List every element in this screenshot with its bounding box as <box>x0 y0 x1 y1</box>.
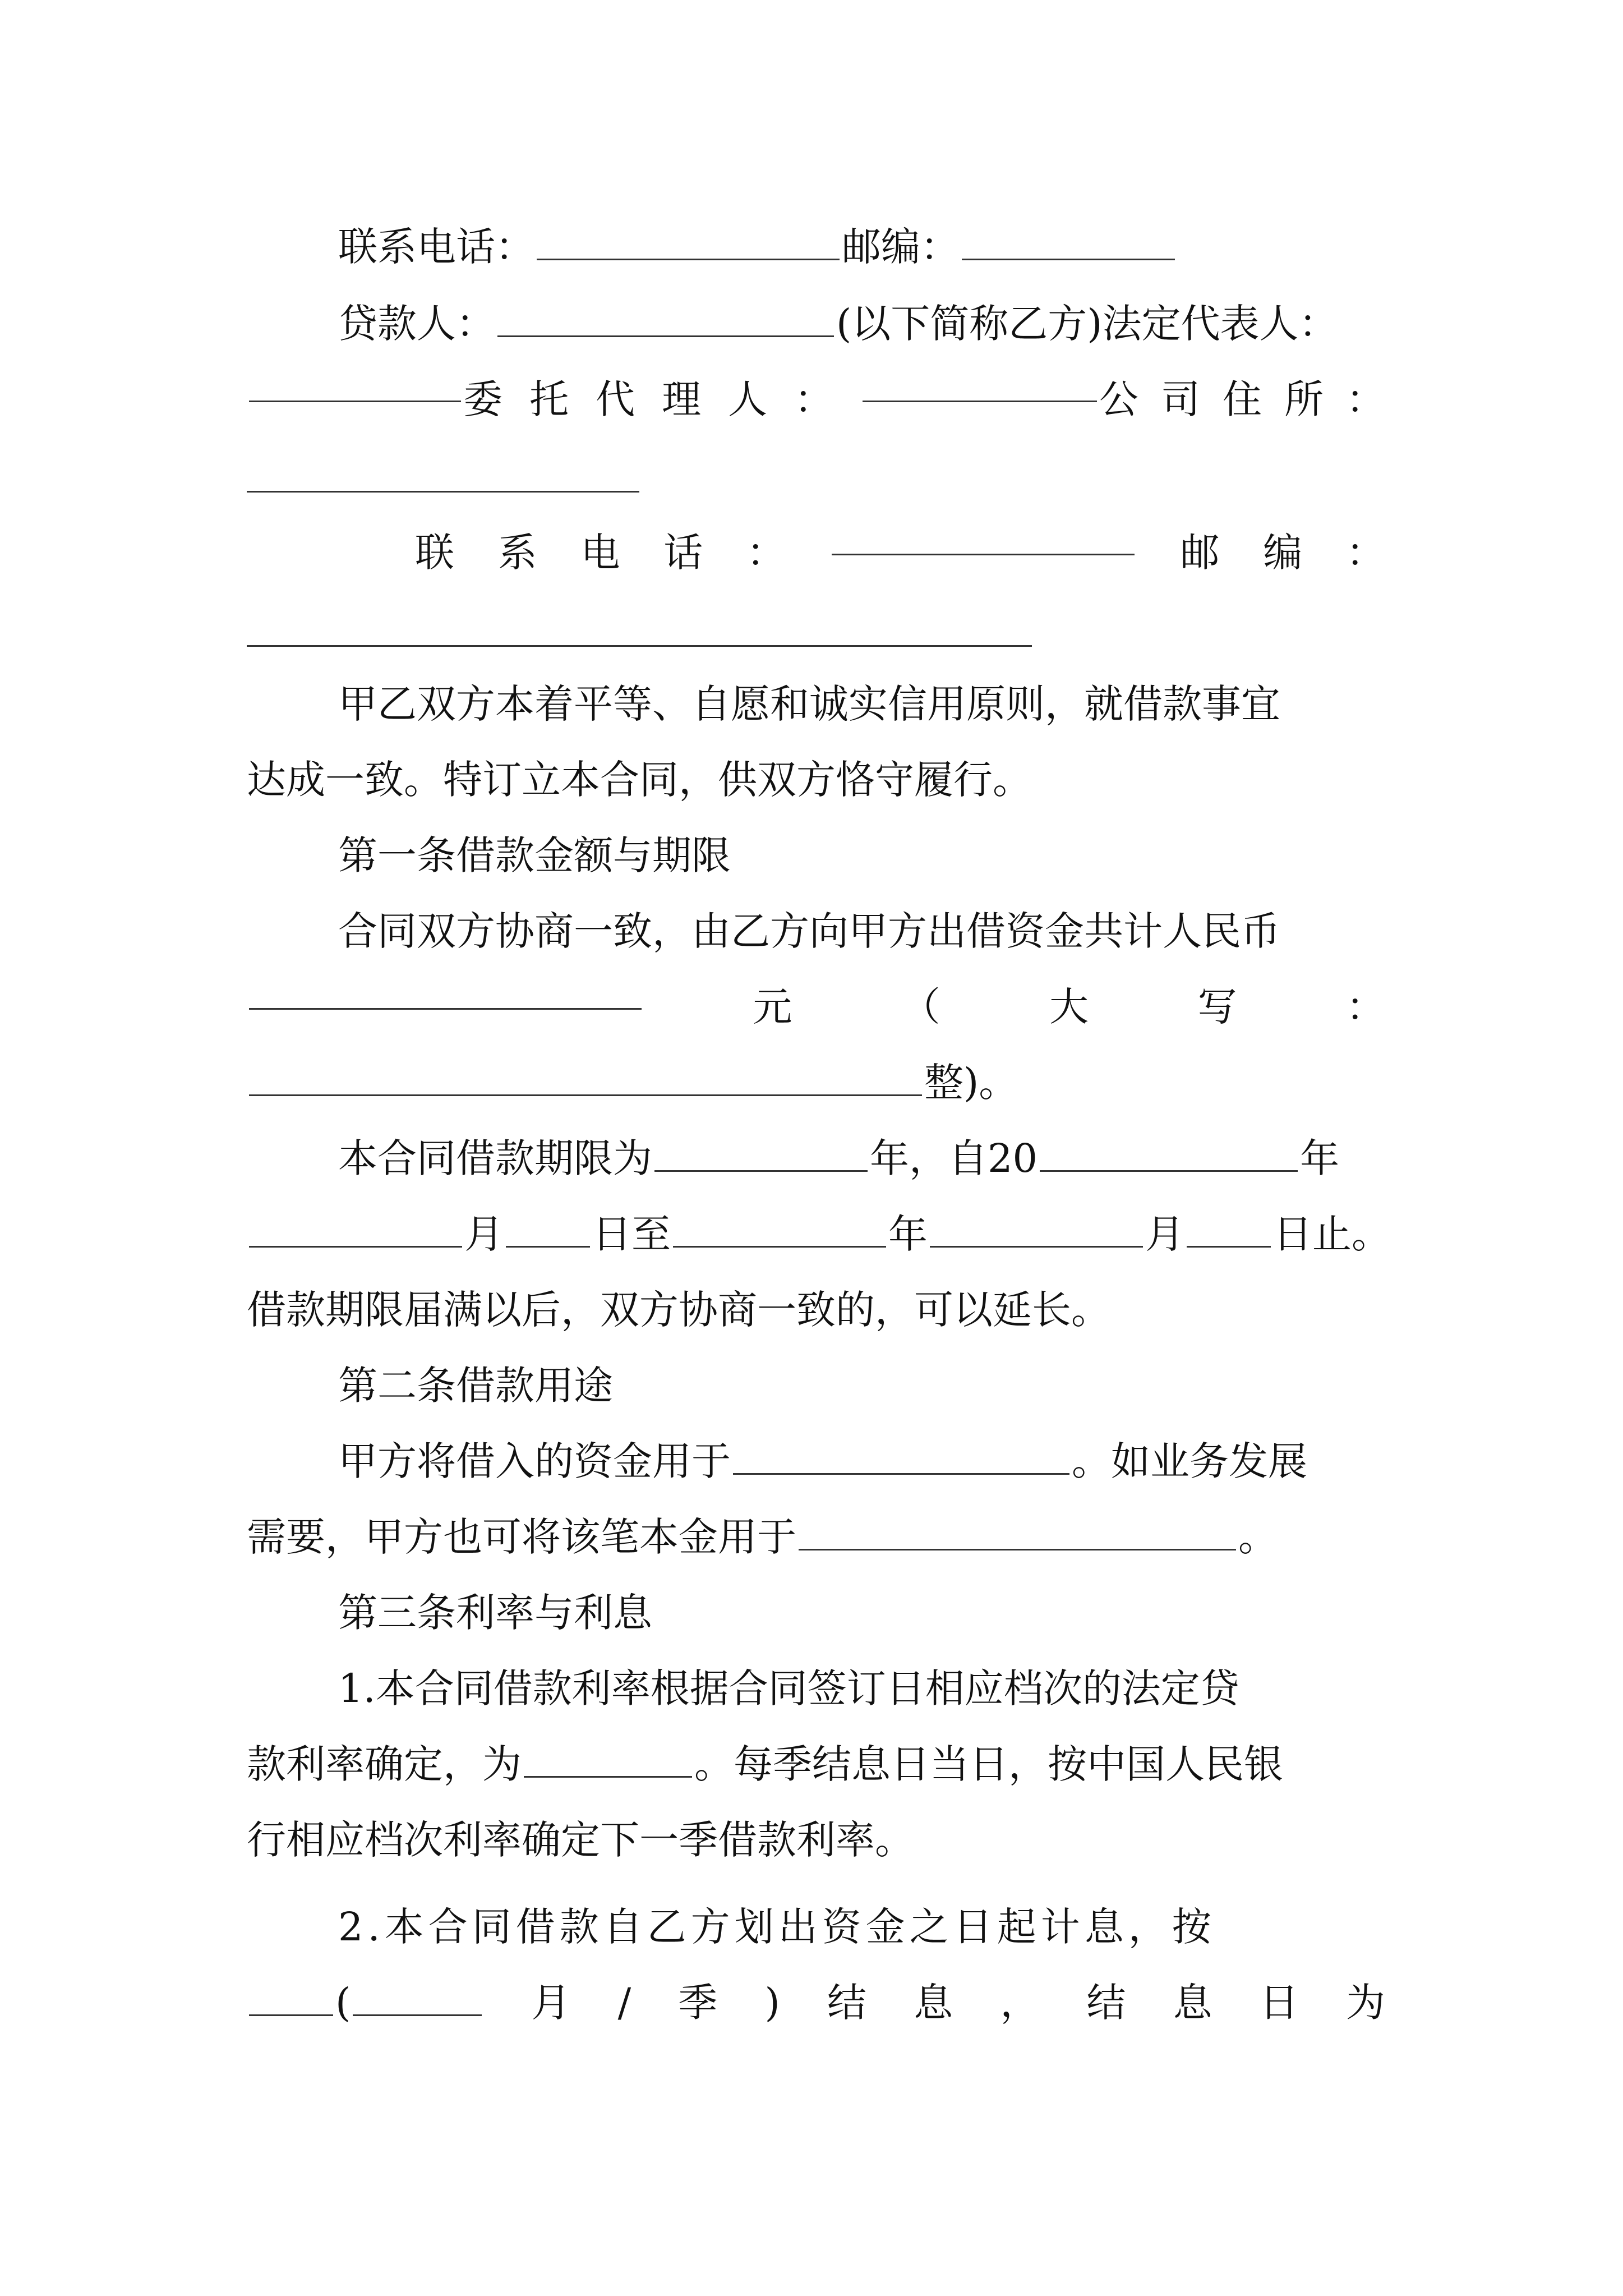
lender-rest: (以下简称乙方)法定代表人： <box>836 301 1338 347</box>
month-label: 月 <box>1145 1211 1184 1257</box>
lender-blank[interactable] <box>497 332 834 337</box>
char: 日 <box>1259 1980 1299 2026</box>
year-label: 年 <box>888 1211 928 1257</box>
lender-row <box>338 293 1385 355</box>
month-char: 月 <box>531 1980 571 2026</box>
settle-period-group <box>247 1972 484 2033</box>
term-row-1 <box>338 1128 1385 1189</box>
contact-phone-postal-row <box>338 216 1385 278</box>
address-blank[interactable] <box>247 491 639 493</box>
term-label: 本合同借款期限为 <box>338 1135 652 1181</box>
contact-char: 联 <box>415 530 454 576</box>
postal-char: 邮 <box>1180 530 1220 576</box>
zheng-label: 整)。 <box>924 1060 1018 1106</box>
rate-label: 款利率确定，为 <box>247 1741 522 1787</box>
start-day-blank[interactable] <box>506 1243 590 1248</box>
usage-blank[interactable] <box>733 1470 1069 1475</box>
slash: / <box>617 1980 631 2026</box>
article-1-amount-row <box>247 976 1385 1038</box>
article-1-title: 第一条借款金额与期限 <box>338 832 731 878</box>
term-row-2 <box>247 1203 1391 1265</box>
usage-rest: 。如业务发展 <box>1072 1438 1307 1484</box>
article-3-para-4: 2.本合同借款自乙方划出资金之日起计息，按 <box>338 1904 1216 1950</box>
postal-char: 编 <box>1263 530 1303 576</box>
postal-label: 邮编： <box>842 224 960 270</box>
article-3-para-2 <box>247 1733 1385 1795</box>
article-1-uppercase-row <box>247 1052 1385 1114</box>
colon: ： <box>1345 984 1385 1030</box>
paren: （ <box>901 984 940 1030</box>
char: 息 <box>914 1980 953 2026</box>
article-2-para-1 <box>338 1430 1385 1492</box>
article-3-title: 第三条利率与利息 <box>338 1590 652 1636</box>
day-end-label: 日止。 <box>1273 1211 1391 1257</box>
term-row-3: 借款期限届满以后，双方协商一致的，可以延长。 <box>247 1287 1110 1333</box>
legal-rep-blank[interactable] <box>249 397 461 402</box>
postal-blank[interactable] <box>962 255 1175 260</box>
contact-char: 话 <box>663 530 703 576</box>
article-1-para-1: 合同双方协商一致，由乙方向甲方出借资金共计人民币 <box>338 908 1280 954</box>
alt-usage-blank[interactable] <box>799 1545 1236 1550</box>
intro-line-1: 甲乙双方本着平等、自愿和诚实信用原则，就借款事宜 <box>338 681 1280 727</box>
end-month-blank[interactable] <box>930 1243 1143 1248</box>
contact-char: 系 <box>497 530 537 576</box>
article-2-title: 第二条借款用途 <box>338 1363 613 1409</box>
agent-blank[interactable] <box>863 397 1097 402</box>
paren-open: ( <box>335 1980 351 2026</box>
yuan-label: 元 <box>753 984 792 1030</box>
article-3-para-5 <box>247 1972 1385 2033</box>
comma: ， <box>1000 1980 1040 2026</box>
da-char: 大 <box>1049 984 1089 1030</box>
char: 为 <box>1345 1980 1385 2026</box>
article-2-para-2 <box>247 1506 1385 1568</box>
phone-blank-b[interactable] <box>832 550 1135 555</box>
rate-blank[interactable] <box>524 1773 692 1778</box>
intro-line-2: 达成一致。特订立本合同，供双方恪守履行。 <box>247 757 1032 803</box>
lender-label: 贷款人： <box>338 301 495 347</box>
contact-char: ： <box>746 530 786 576</box>
postal-char: ： <box>1346 530 1385 576</box>
address-label: 公司住所： <box>1099 376 1408 422</box>
term-years-blank[interactable] <box>654 1167 868 1172</box>
settle-blank[interactable] <box>249 2011 333 2016</box>
postal-blank-b[interactable] <box>247 645 1032 647</box>
start-year-blank[interactable] <box>1040 1167 1298 1172</box>
phone-label: 联系电话： <box>338 224 534 270</box>
char: 息 <box>1173 1980 1212 2026</box>
month-label: 月 <box>464 1211 504 1257</box>
rate-rest: 。每季结息日当日，按中国人民银 <box>694 1741 1283 1787</box>
contact-phone-postal-row-b <box>415 522 1385 583</box>
day-to-label: 日至 <box>592 1211 671 1257</box>
period: 。 <box>1238 1514 1278 1560</box>
usage-label: 甲方将借入的资金用于 <box>338 1438 731 1484</box>
settle-count-blank[interactable] <box>353 2011 482 2016</box>
end-day-blank[interactable] <box>1187 1243 1271 1248</box>
term-from-label: 年，自20 <box>870 1135 1038 1181</box>
article-3-para-3: 行相应档次利率确定下一季借款利率。 <box>247 1817 914 1863</box>
end-year-blank[interactable] <box>673 1243 886 1248</box>
uppercase-amount-blank[interactable] <box>249 1091 922 1096</box>
agent-label: 委托代理人： <box>463 376 861 422</box>
year-label: 年 <box>1300 1135 1340 1181</box>
alt-usage-label: 需要，甲方也可将该笔本金用于 <box>247 1514 796 1560</box>
agent-address-row <box>247 369 1408 430</box>
paren-close: ) <box>764 1980 780 2026</box>
char: 结 <box>827 1980 866 2026</box>
quarter-char: 季 <box>678 1980 718 2026</box>
amount-blank[interactable] <box>249 1005 642 1010</box>
contact-char: 电 <box>580 530 620 576</box>
start-month-blank[interactable] <box>249 1243 462 1248</box>
char: 结 <box>1086 1980 1126 2026</box>
article-3-para-1: 1.本合同借款利率根据合同签订日相应档次的法定贷 <box>338 1665 1239 1711</box>
phone-blank[interactable] <box>537 255 840 260</box>
xie-char: 写 <box>1197 984 1237 1030</box>
